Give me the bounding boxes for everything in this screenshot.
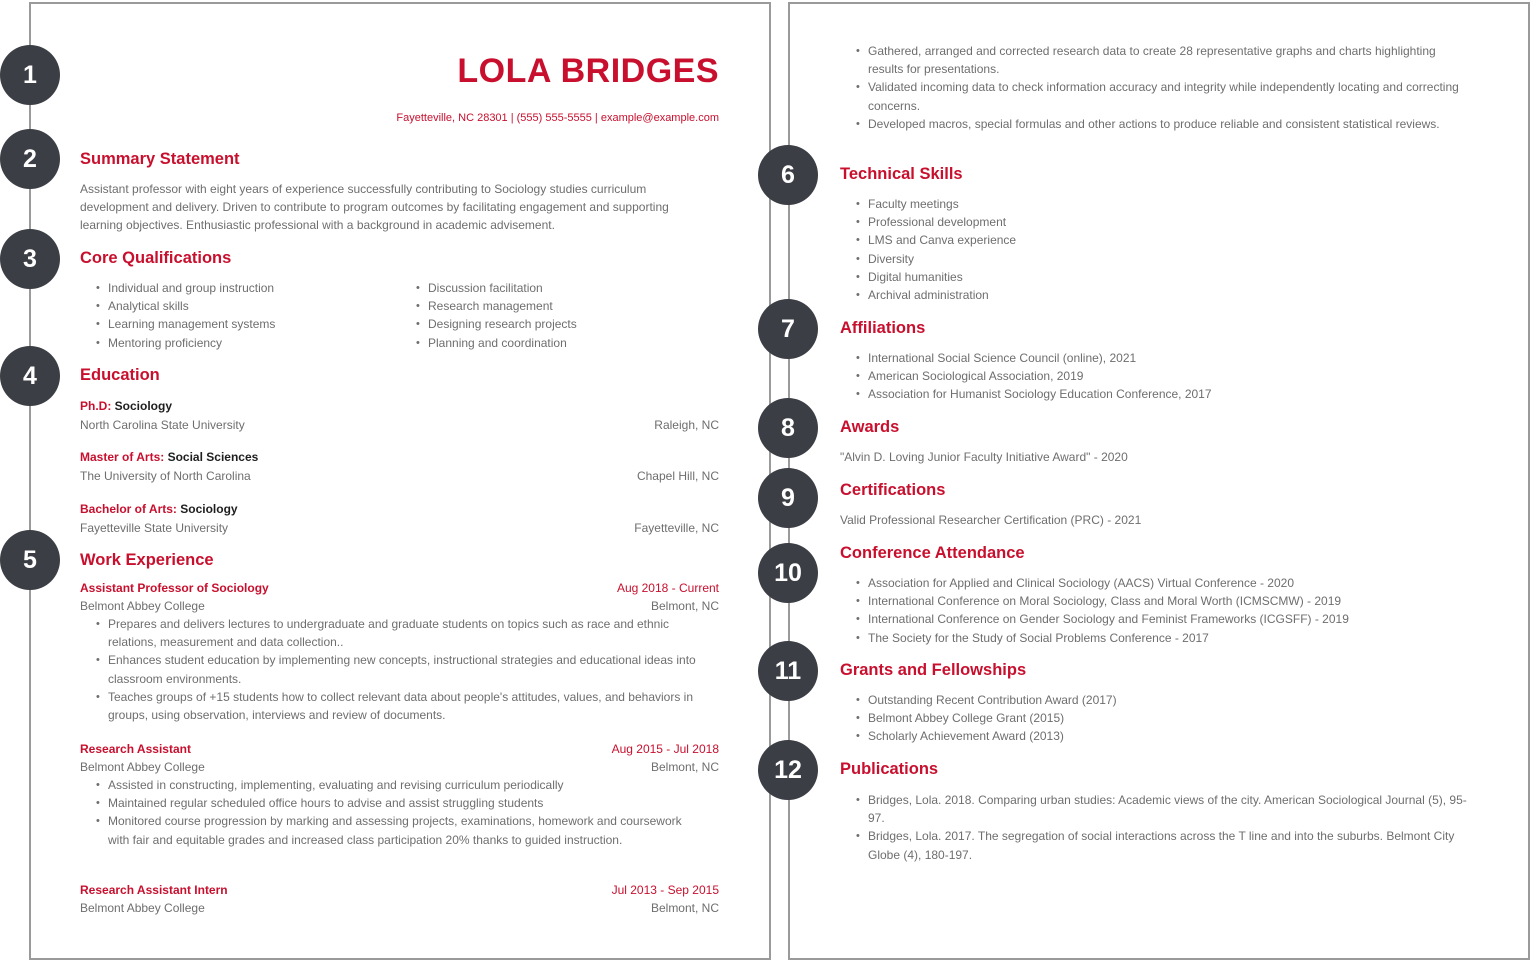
awards-title: Awards — [840, 418, 900, 436]
list-item: • Analytical skills — [96, 297, 275, 315]
education-entry — [80, 448, 719, 483]
job-location: Belmont, NC — [650, 760, 719, 774]
job-entry — [80, 581, 719, 724]
conferences-title: Conference Attendance — [840, 544, 1025, 562]
job-location: Belmont, NC — [650, 599, 719, 613]
technical-skills-list — [856, 195, 1016, 304]
section-badge-4: 4 — [0, 346, 60, 406]
degree-label: Master of Arts — [80, 450, 161, 464]
list-item: • Assisted in constructing, implementing, evaluating and revising curriculum periodically — [96, 776, 696, 794]
list-item: • Enhances student education by implementing new concepts, instructional strategies and educational ideas into classroom environments. — [96, 651, 711, 687]
list-item: • International Conference on Gender Sociology and Feminist Frameworks (ICGSFF) - 2019 — [856, 610, 1349, 628]
list-item: • Gathered, arranged and corrected research data to create 28 representative graphs and charts highlighting results for presentations. — [856, 42, 1466, 78]
job-title: Research Assistant Intern — [80, 883, 228, 897]
list-item: • Learning management systems — [96, 315, 275, 333]
job-entry — [80, 742, 719, 849]
grants-title: Grants and Fellowships — [840, 661, 1027, 679]
degree-separator: : — [107, 399, 112, 413]
publications-list — [856, 791, 1476, 864]
degree-field: Sociology — [176, 502, 238, 516]
list-item: • Association for Applied and Clinical Sociology (AACS) Virtual Conference - 2020 — [856, 574, 1349, 592]
education-entry — [80, 397, 719, 432]
job-bullets — [96, 776, 696, 849]
list-item: • Bridges, Lola. 2017. The segregation of social interactions across the T line and into the suburbs. Belmont City Globe (4), 180-197. — [856, 827, 1476, 863]
employer: Belmont Abbey College — [80, 760, 205, 774]
list-item: • Bridges, Lola. 2018. Comparing urban studies: Academic views of the city. American Sociological Journal (5), 95-97. — [856, 791, 1476, 827]
section-badge-7: 7 — [758, 299, 818, 359]
section-badge-11: 11 — [758, 641, 818, 701]
list-item: • Prepares and delivers lectures to undergraduate and graduate students on topics such as race and ethnic relations, measurement and data collection.. — [96, 615, 711, 651]
list-item: • Scholarly Achievement Award (2013) — [856, 727, 1117, 745]
education-entry — [80, 500, 719, 535]
list-item: • Professional development — [856, 213, 1016, 231]
list-item: • Outstanding Recent Contribution Award (2017) — [856, 691, 1117, 709]
list-item: • Diversity — [856, 250, 1016, 268]
school-location: Fayetteville, NC — [634, 521, 719, 535]
school-location: Raleigh, NC — [654, 418, 719, 432]
job-dates: Jul 2013 - Sep 2015 — [611, 883, 719, 897]
qualifications-list-col2 — [416, 279, 577, 352]
section-badge-10: 10 — [758, 543, 818, 603]
qualifications-list-col1 — [96, 279, 275, 352]
list-item: • Association for Humanist Sociology Education Conference, 2017 — [856, 385, 1212, 403]
affiliations-list — [856, 349, 1212, 404]
job-title: Assistant Professor of Sociology — [80, 581, 269, 595]
list-item: • Archival administration — [856, 286, 1016, 304]
qualifications-title: Core Qualifications — [80, 249, 232, 267]
list-item: • Teaches groups of +15 students how to collect relevant data about people's attitudes, values, and behaviors in groups, using observation, interviews and review of documents. — [96, 688, 711, 724]
job-dates: Aug 2015 - Jul 2018 — [611, 742, 719, 756]
job-bullets-continued — [856, 42, 1466, 133]
section-badge-6: 6 — [758, 145, 818, 205]
contact-line: Fayetteville, NC 28301 | (555) 555-5555 | example@example.com — [396, 112, 719, 124]
job-title: Research Assistant — [80, 742, 191, 756]
list-item: • Monitored course progression by marking and assessing projects, examinations, homework and coursework with fair and equitable grades and increased class participation 20% thanks to guided instruction. — [96, 812, 696, 848]
list-item: • Developed macros, special formulas and other actions to produce reliable and consistent statistical reviews. — [856, 115, 1466, 133]
degree-label: Ph.D — [80, 399, 108, 413]
section-badge-5: 5 — [0, 530, 60, 590]
section-badge-8: 8 — [758, 398, 818, 458]
list-item: • Belmont Abbey College Grant (2015) — [856, 709, 1117, 727]
list-item: • Maintained regular scheduled office hours to advise and assist struggling students — [96, 794, 696, 812]
degree-field: Social Sciences — [164, 450, 259, 464]
school-name: Fayetteville State University — [80, 521, 229, 535]
list-item: • Mentoring proficiency — [96, 334, 275, 352]
job-dates: Aug 2018 - Current — [616, 581, 719, 595]
list-item: • Designing research projects — [416, 315, 577, 333]
list-item: • Individual and group instruction — [96, 279, 275, 297]
summary-title: Summary Statement — [80, 150, 240, 168]
section-badge-2: 2 — [0, 129, 60, 189]
affiliations-title: Affiliations — [840, 319, 926, 337]
list-item: • American Sociological Association, 2019 — [856, 367, 1212, 385]
list-item: • Digital humanities — [856, 268, 1016, 286]
school-name: The University of North Carolina — [80, 469, 251, 483]
degree-field: Sociology — [111, 399, 173, 413]
job-entry — [80, 883, 719, 915]
job-bullets — [96, 615, 711, 724]
section-badge-9: 9 — [758, 468, 818, 528]
grants-list — [856, 691, 1117, 746]
employer: Belmont Abbey College — [80, 599, 205, 613]
list-item: • The Society for the Study of Social Problems Conference - 2017 — [856, 629, 1349, 647]
awards-text: "Alvin D. Loving Junior Faculty Initiative Award" - 2020 — [840, 450, 1128, 464]
publications-title: Publications — [840, 760, 939, 778]
list-item: • LMS and Canva experience — [856, 231, 1016, 249]
list-item: • Validated incoming data to check information accuracy and integrity while independently locating and correcting concerns. — [856, 78, 1466, 114]
technical-skills-title: Technical Skills — [840, 165, 963, 183]
job-location: Belmont, NC — [650, 901, 719, 915]
list-item: • International Social Science Council (online), 2021 — [856, 349, 1212, 367]
list-item: • Planning and coordination — [416, 334, 577, 352]
degree-label: Bachelor of Arts — [80, 502, 173, 516]
section-badge-3: 3 — [0, 229, 60, 289]
certifications-text: Valid Professional Researcher Certification (PRC) - 2021 — [840, 513, 1142, 527]
degree-separator: : — [172, 502, 177, 516]
school-location: Chapel Hill, NC — [636, 469, 719, 483]
list-item: • Faculty meetings — [856, 195, 1016, 213]
resume-name: LOLA BRIDGES — [457, 52, 719, 90]
list-item: • International Conference on Moral Sociology, Class and Moral Worth (ICMSCMW) - 2019 — [856, 592, 1349, 610]
school-name: North Carolina State University — [80, 418, 245, 432]
work-title: Work Experience — [80, 551, 214, 569]
employer: Belmont Abbey College — [80, 901, 205, 915]
certifications-title: Certifications — [840, 481, 946, 499]
section-badge-12: 12 — [758, 740, 818, 800]
list-item: • Research management — [416, 297, 577, 315]
list-item: • Discussion facilitation — [416, 279, 577, 297]
education-title: Education — [80, 366, 160, 384]
degree-separator: : — [160, 450, 165, 464]
section-badge-1: 1 — [0, 45, 60, 105]
summary-text: Assistant professor with eight years of experience successfully contributing to Sociology studies curriculum development and delivery. Driven to contribute to program outcomes by facilitating engagement and supporting learning objectives. Enthusiastic professional with a background in academic advisement. — [80, 182, 669, 233]
conferences-list — [856, 574, 1349, 647]
